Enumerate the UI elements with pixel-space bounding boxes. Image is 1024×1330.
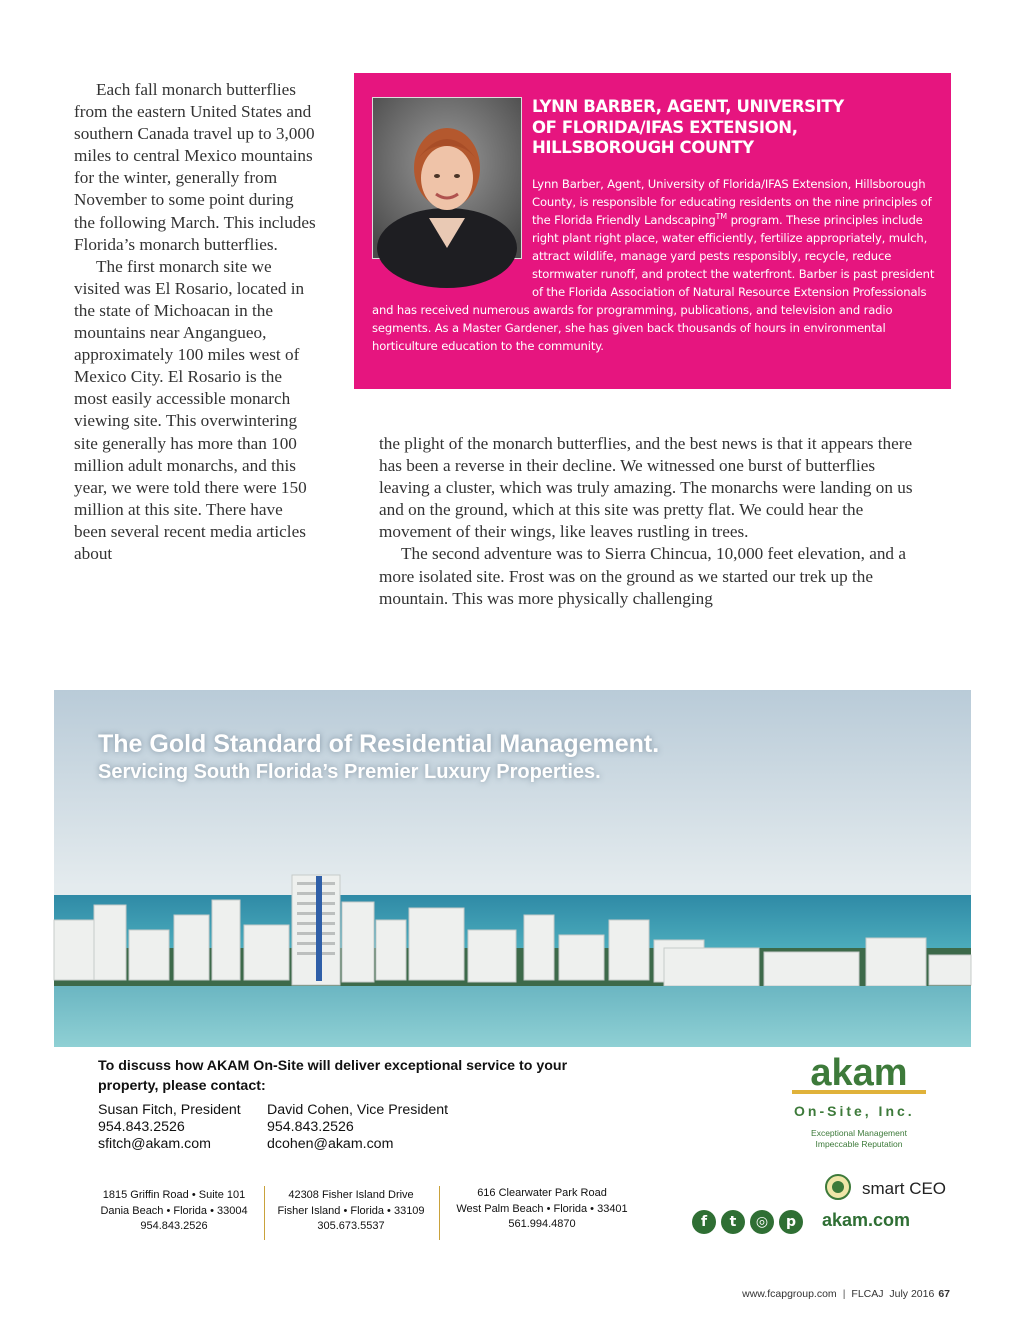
footer-divider: | — [842, 1288, 846, 1300]
address-line: 42308 Fisher Island Drive — [288, 1189, 414, 1201]
bio-text-part: Lynn Barber, Agent, University of Florida/IFAS Extension, Hillsborough County, is responsible for educating residents on the nine principles of the Florida Friendly Landscaping — [532, 177, 932, 227]
contact-email: sfitch@akam.com — [98, 1136, 211, 1152]
facebook-icon[interactable]: f — [692, 1210, 716, 1234]
contact-card — [98, 1102, 241, 1153]
address-phone: 954.843.2526 — [140, 1220, 208, 1232]
bio-text-part: program. These principles include right plant right place, water efficiently, fertilize appropriately, mulch, attract wildlife, manage yard pests responsibly, recycle, reduce stormwater runoff, and protect the waterfront. Barber is past president of the Florida Association of Natural Resource Extension Professionals and has received numerous awards for programming, publications, and television and radio segments. As a Master Gardener, she has given back thousands of hours in environmental horticulture education to the community. — [372, 213, 935, 353]
ad-subheadline: Servicing South Florida’s Premier Luxury Properties. — [98, 761, 601, 783]
trademark-mark: TM — [715, 212, 728, 222]
text-wrap-spacer — [372, 175, 532, 287]
tagline-line: Impeccable Reputation — [815, 1139, 903, 1149]
divider — [439, 1186, 440, 1240]
divider — [264, 1186, 265, 1240]
instagram-icon[interactable]: ◎ — [750, 1210, 774, 1234]
address-line: Fisher Island • Florida • 33109 — [277, 1204, 425, 1217]
office-address — [94, 1188, 254, 1235]
pinterest-icon[interactable]: p — [779, 1210, 803, 1234]
ad-call-to-action: To discuss how AKAM On-Site will deliver exceptional service to your property, please contact: — [98, 1058, 568, 1094]
contact-phone: 954.843.2526 — [267, 1119, 354, 1135]
tagline-line: Exceptional Management — [811, 1128, 907, 1138]
author-bio-box — [354, 73, 951, 389]
ad-headline: The Gold Standard of Residential Management. — [98, 730, 660, 758]
article-left-column — [74, 79, 316, 565]
akam-brand-subtitle: On-Site, Inc. — [794, 1103, 915, 1119]
akam-tagline — [794, 1128, 924, 1150]
address-line: Dania Beach • Florida • 33004 — [100, 1204, 248, 1217]
skyline-photo — [54, 690, 971, 1047]
akam-advertisement — [54, 690, 971, 1250]
address-line: 1815 Griffin Road • Suite 101 — [102, 1189, 246, 1201]
footer-publication: FLCAJ — [851, 1288, 884, 1300]
office-address — [268, 1188, 434, 1235]
bio-text — [372, 175, 942, 355]
page-number: 67 — [938, 1288, 950, 1300]
contact-name: David Cohen, Vice President — [267, 1102, 449, 1118]
address-phone: 305.673.5537 — [317, 1220, 385, 1232]
akam-logo — [792, 1052, 926, 1102]
contact-email: dcohen@akam.com — [267, 1136, 394, 1152]
article-paragraph: The second adventure was to Sierra Chincua, 10,000 feet elevation, and a more isolated site. Frost was on the ground as we started our trek up the mountain. This was more physically challenging — [379, 544, 906, 608]
office-address — [446, 1186, 638, 1233]
article-right-column — [379, 433, 924, 610]
footer-url[interactable]: www.fcapgroup.com — [742, 1288, 837, 1300]
akam-logo-text: akam — [810, 1052, 908, 1094]
footer-date: July 2016 — [889, 1288, 935, 1300]
page-footer — [742, 1288, 950, 1300]
address-phone: 561.994.4870 — [508, 1218, 576, 1230]
address-line: 616 Clearwater Park Road — [477, 1187, 607, 1199]
address-line: West Palm Beach • Florida • 33401 — [456, 1202, 628, 1215]
bio-title: LYNN BARBER, AGENT, UNIVERSITY OF FLORIDA/IFAS EXTENSION, HILLSBOROUGH COUNTY — [532, 97, 844, 157]
article-paragraph: The first monarch site we visited was El Rosario, located in the state of Michoacan in the mountains near Angangueo, approximately 100 miles west of Mexico City. El Rosario is the most easily accessible monarch viewing site. This overwintering site generally has more than 100 million adult monarchs, and this year, we were told there were 150 million at this site. There have been several recent media articles about — [74, 256, 307, 563]
article-paragraph: the plight of the monarch butterflies, and the best news is that it appears there has been a reverse in their decline. We witnessed one burst of butterflies leaving a cluster, which was truly amazing. The monarchs were landing on us and on the ground, which at this site was pretty flat. We could hear the movement of their wings, like leaves rustling in trees. — [379, 434, 913, 542]
contact-card — [267, 1102, 448, 1153]
smart-ceo-text: smart CEO — [861, 1179, 947, 1198]
akam-website-link[interactable]: akam.com — [822, 1210, 911, 1230]
twitter-icon[interactable]: t — [721, 1210, 745, 1234]
contact-phone: 954.843.2526 — [98, 1119, 185, 1135]
contact-name: Susan Fitch, President — [98, 1102, 241, 1118]
smart-ceo-logo — [824, 1172, 947, 1202]
article-paragraph: Each fall monarch butterflies from the eastern United States and southern Canada travel up to 3,000 miles to central Mexico mountains for the winter, generally from November to some point during the following March. This includes Florida’s monarch butterflies. — [74, 80, 316, 254]
